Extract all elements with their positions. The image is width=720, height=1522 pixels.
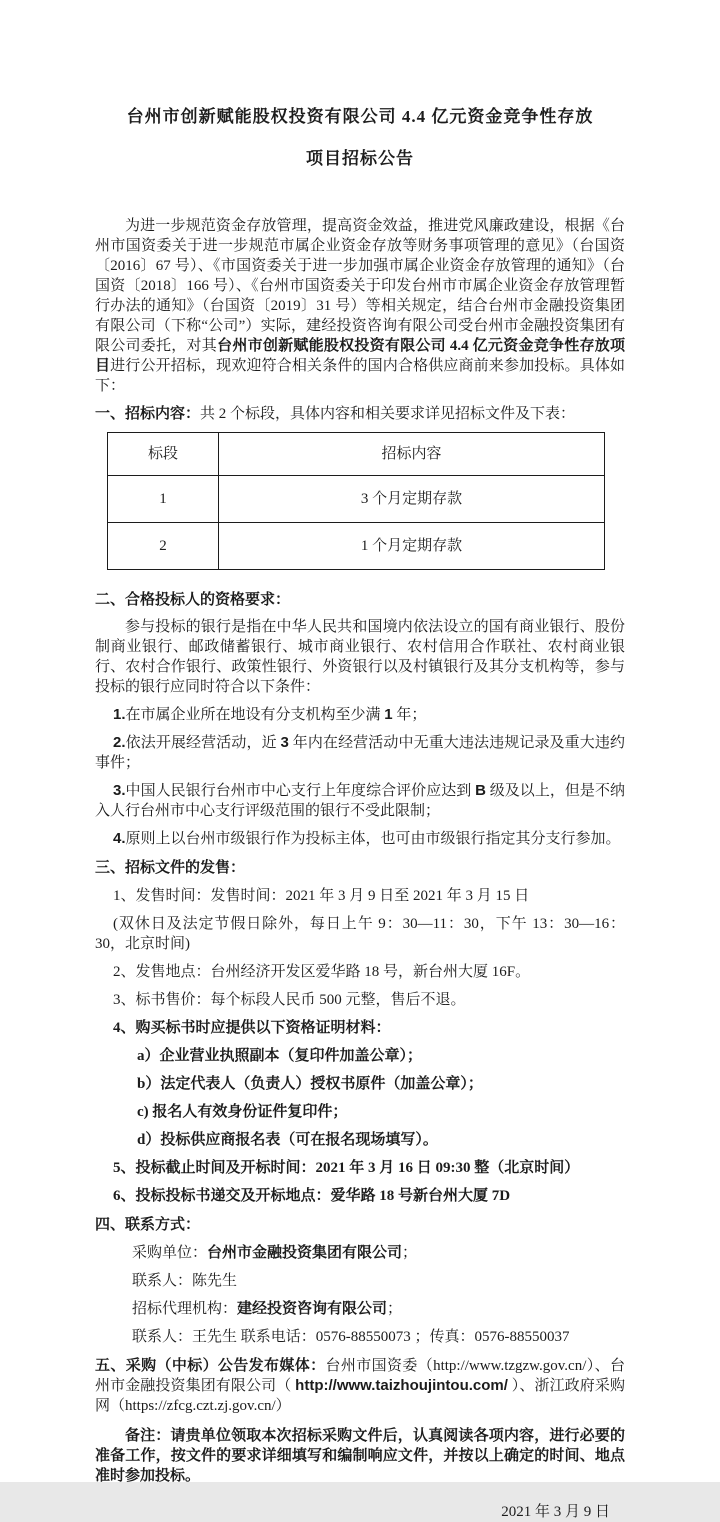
sale-item-open-place: 6、投标投标书递交及开标地点：爱华路 18 号新台州大厦 7D (113, 1188, 511, 1204)
material-item-b: b）法定代表人（负责人）授权书原件（加盖公章）； (137, 1076, 483, 1092)
material-item-c: c) 报名人有效身份证件复印件； (137, 1104, 348, 1120)
sale-item-deadline: 5、投标截止时间及开标时间：2021 年 3 月 16 日 09:30 整（北京时间） (113, 1160, 580, 1176)
sale-item-time: 1、发售时间：发售时间：2021 年 3 月 9 日至 2021 年 3 月 15 日 (113, 888, 530, 904)
lot-number-cell: 2 (108, 523, 219, 570)
sale-item-materials: 4、购买标书时应提供以下资格证明材料： (113, 1020, 391, 1036)
material-item-d: d）投标供应商报名表（可在报名现场填写）。 (137, 1132, 438, 1148)
material-item-a: a）企业营业执照副本（复印件加盖公章）； (137, 1048, 423, 1064)
section4-heading: 四、联系方式： (95, 1217, 201, 1233)
contact-person-1: 联系人：陈先生 (132, 1273, 238, 1289)
agency-line: 招标代理机构：建经投资咨询有限公司； (132, 1301, 403, 1317)
document-title (95, 96, 625, 180)
contact-person-2: 联系人：王先生 联系电话：0576-88550073 ；传真：0576-88550037 (132, 1329, 570, 1345)
sale-item-time-note: (双休日及法定节假日除外，每日上午 9：30—11：30，下午 13：30—16：30，北京时间) (95, 916, 625, 952)
table-header-lot: 标段 (108, 433, 219, 476)
lot-content-cell: 3 个月定期存款 (219, 476, 605, 523)
tender-lots-table (107, 432, 605, 570)
remark-paragraph: 备注：请贵单位领取本次招标采购文件后，认真阅读各项内容，进行必要的准备工作，按文件的要求详细填写和编制响应文件，并按以上确定的时间、地点准时参加投标。 (95, 1428, 625, 1484)
lot-number-cell: 1 (108, 476, 219, 523)
section3-heading: 三、招标文件的发售： (95, 860, 246, 876)
title-line-1: 台州市创新赋能股权投资有限公司 4.4 亿元资金竞争性存放 (126, 107, 594, 126)
table-header-content: 招标内容 (219, 433, 605, 476)
table-header-row (108, 433, 605, 476)
title-line-2: 项目招标公告 (306, 149, 414, 168)
section2-heading: 二、合格投标人的资格要求： (95, 592, 291, 608)
intro-paragraph: 为进一步规范资金存放管理，提高资金效益，推进党风廉政建设，根据《台州市国资委关于进一步规范市属企业资金存放等财务事项管理的意见》（台国资〔2016〕67 号）、《市国资委关于进一步加强市属企业资金存放管理的通知》（台国资〔2018〕166 号）、《台州市国资委关于印发台州市市属企业资金存放管理暂行办法的通知》（台国资〔2019〕31 号）等相关规定，结合台州市金融投资集团有限公司（下称“公司”）实际，建经投资咨询有限公司受台州市金融投资集团有限公司委托，对其台州市创新赋能股权投资有限公司 4.4 亿元资金竞争性存放项目进行公开招标，现欢迎符合相关条件的国内合格供应商前来参加投标。具体如下： (95, 218, 625, 394)
lot-content-cell: 1 个月定期存款 (219, 523, 605, 570)
section1-heading: 一、招标内容：共 2 个标段，具体内容和相关要求详见招标文件及下表： (95, 406, 576, 422)
section5-media-line: 五、采购（中标）公告发布媒体：台州市国资委（http://www.tzgzw.gov.cn/）、台州市金融投资集团有限公司（ http://www.taizhoujintou.com/ ）、浙江政府采购网（https://zfcg.czt.zj.gov.cn/） (95, 1358, 625, 1414)
requirement-item-2: 2.依法开展经营活动，近 3 年内在经营活动中无重大违法违规记录及重大违约事件； (95, 734, 625, 771)
requirement-item-3: 3.中国人民银行台州市中心支行上年度综合评价应达到 B 级及以上，但是不纳入人行台州市中心支行评级范围的银行不受此限制； (95, 782, 625, 819)
table-row (108, 523, 605, 570)
section2-paragraph: 参与投标的银行是指在中华人民共和国境内依法设立的国有商业银行、股份制商业银行、邮政储蓄银行、城市商业银行、农村信用合作联社、农村商业银行、农村合作银行、政策性银行、外资银行以及村镇银行及其分支机构等，参与投标的银行应同时符合以下条件： (95, 619, 625, 695)
announcement-date: 2021 年 3 月 9 日 (501, 1504, 610, 1520)
sale-item-place: 2、发售地点：台州经济开发区爱华路 18 号，新台州大厦 16F。 (113, 964, 531, 980)
sale-item-price: 3、标书售价：每个标段人民币 500 元整，售后不退。 (113, 992, 466, 1008)
requirement-item-1: 1.在市属企业所在地设有分支机构至少满 1 年； (113, 706, 427, 723)
requirement-item-4: 4.原则上以台州市级银行作为投标主体，也可由市级银行指定其分支行参加。 (113, 830, 621, 847)
purchaser-line: 采购单位：台州市金融投资集团有限公司； (132, 1245, 418, 1261)
table-row (108, 476, 605, 523)
